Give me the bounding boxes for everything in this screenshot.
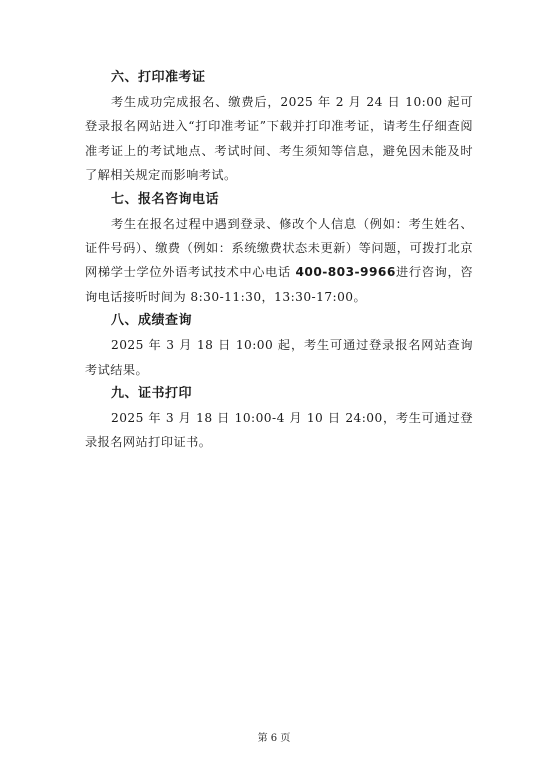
section-body-score-inquiry: 2025 年 3 月 18 日 10:00 起，考生可通过登录报名网站查询考试结果。 <box>85 338 473 377</box>
section-body-consultation-phone <box>85 212 473 310</box>
consultation-text-after: 进行咨询，咨询电话接听时间为 8:30-11:30，13:30-17:00。 <box>85 265 473 304</box>
section-heading-consultation-phone: 七、报名咨询电话 <box>111 191 220 207</box>
section-body-print-admission-ticket: 考生成功完成报名、缴费后，2025 年 2 月 24 日 10:00 起可登录报名网站进入“打印准考证”下载并打印准考证，请考生仔细查阅准考证上的考试地点、考试时间、考生须知等信息，避免因未能及时了解相关规定而影响考试。 <box>85 95 473 183</box>
page-content <box>85 66 473 455</box>
section-body-certificate-printing: 2025 年 3 月 18 日 10:00-4 月 10 日 24:00，考生可通过登录报名网站打印证书。 <box>85 411 473 450</box>
section-heading-certificate-printing: 九、证书打印 <box>111 386 193 402</box>
section-heading-print-admission-ticket: 六、打印准考证 <box>111 70 206 85</box>
page-number: 第 6 页 <box>257 733 291 744</box>
consultation-text-before: 考生在报名过程中遇到登录、修改个人信息（例如：考生姓名、证件号码）、缴费（例如：系统缴费状态未更新）等问题，可拨打北京网梯学士学位外语考试技术中心电话 <box>85 216 473 280</box>
consultation-phone-number: 400-803-9966 <box>295 265 396 280</box>
section-heading-score-inquiry: 八、成绩查询 <box>111 313 193 329</box>
